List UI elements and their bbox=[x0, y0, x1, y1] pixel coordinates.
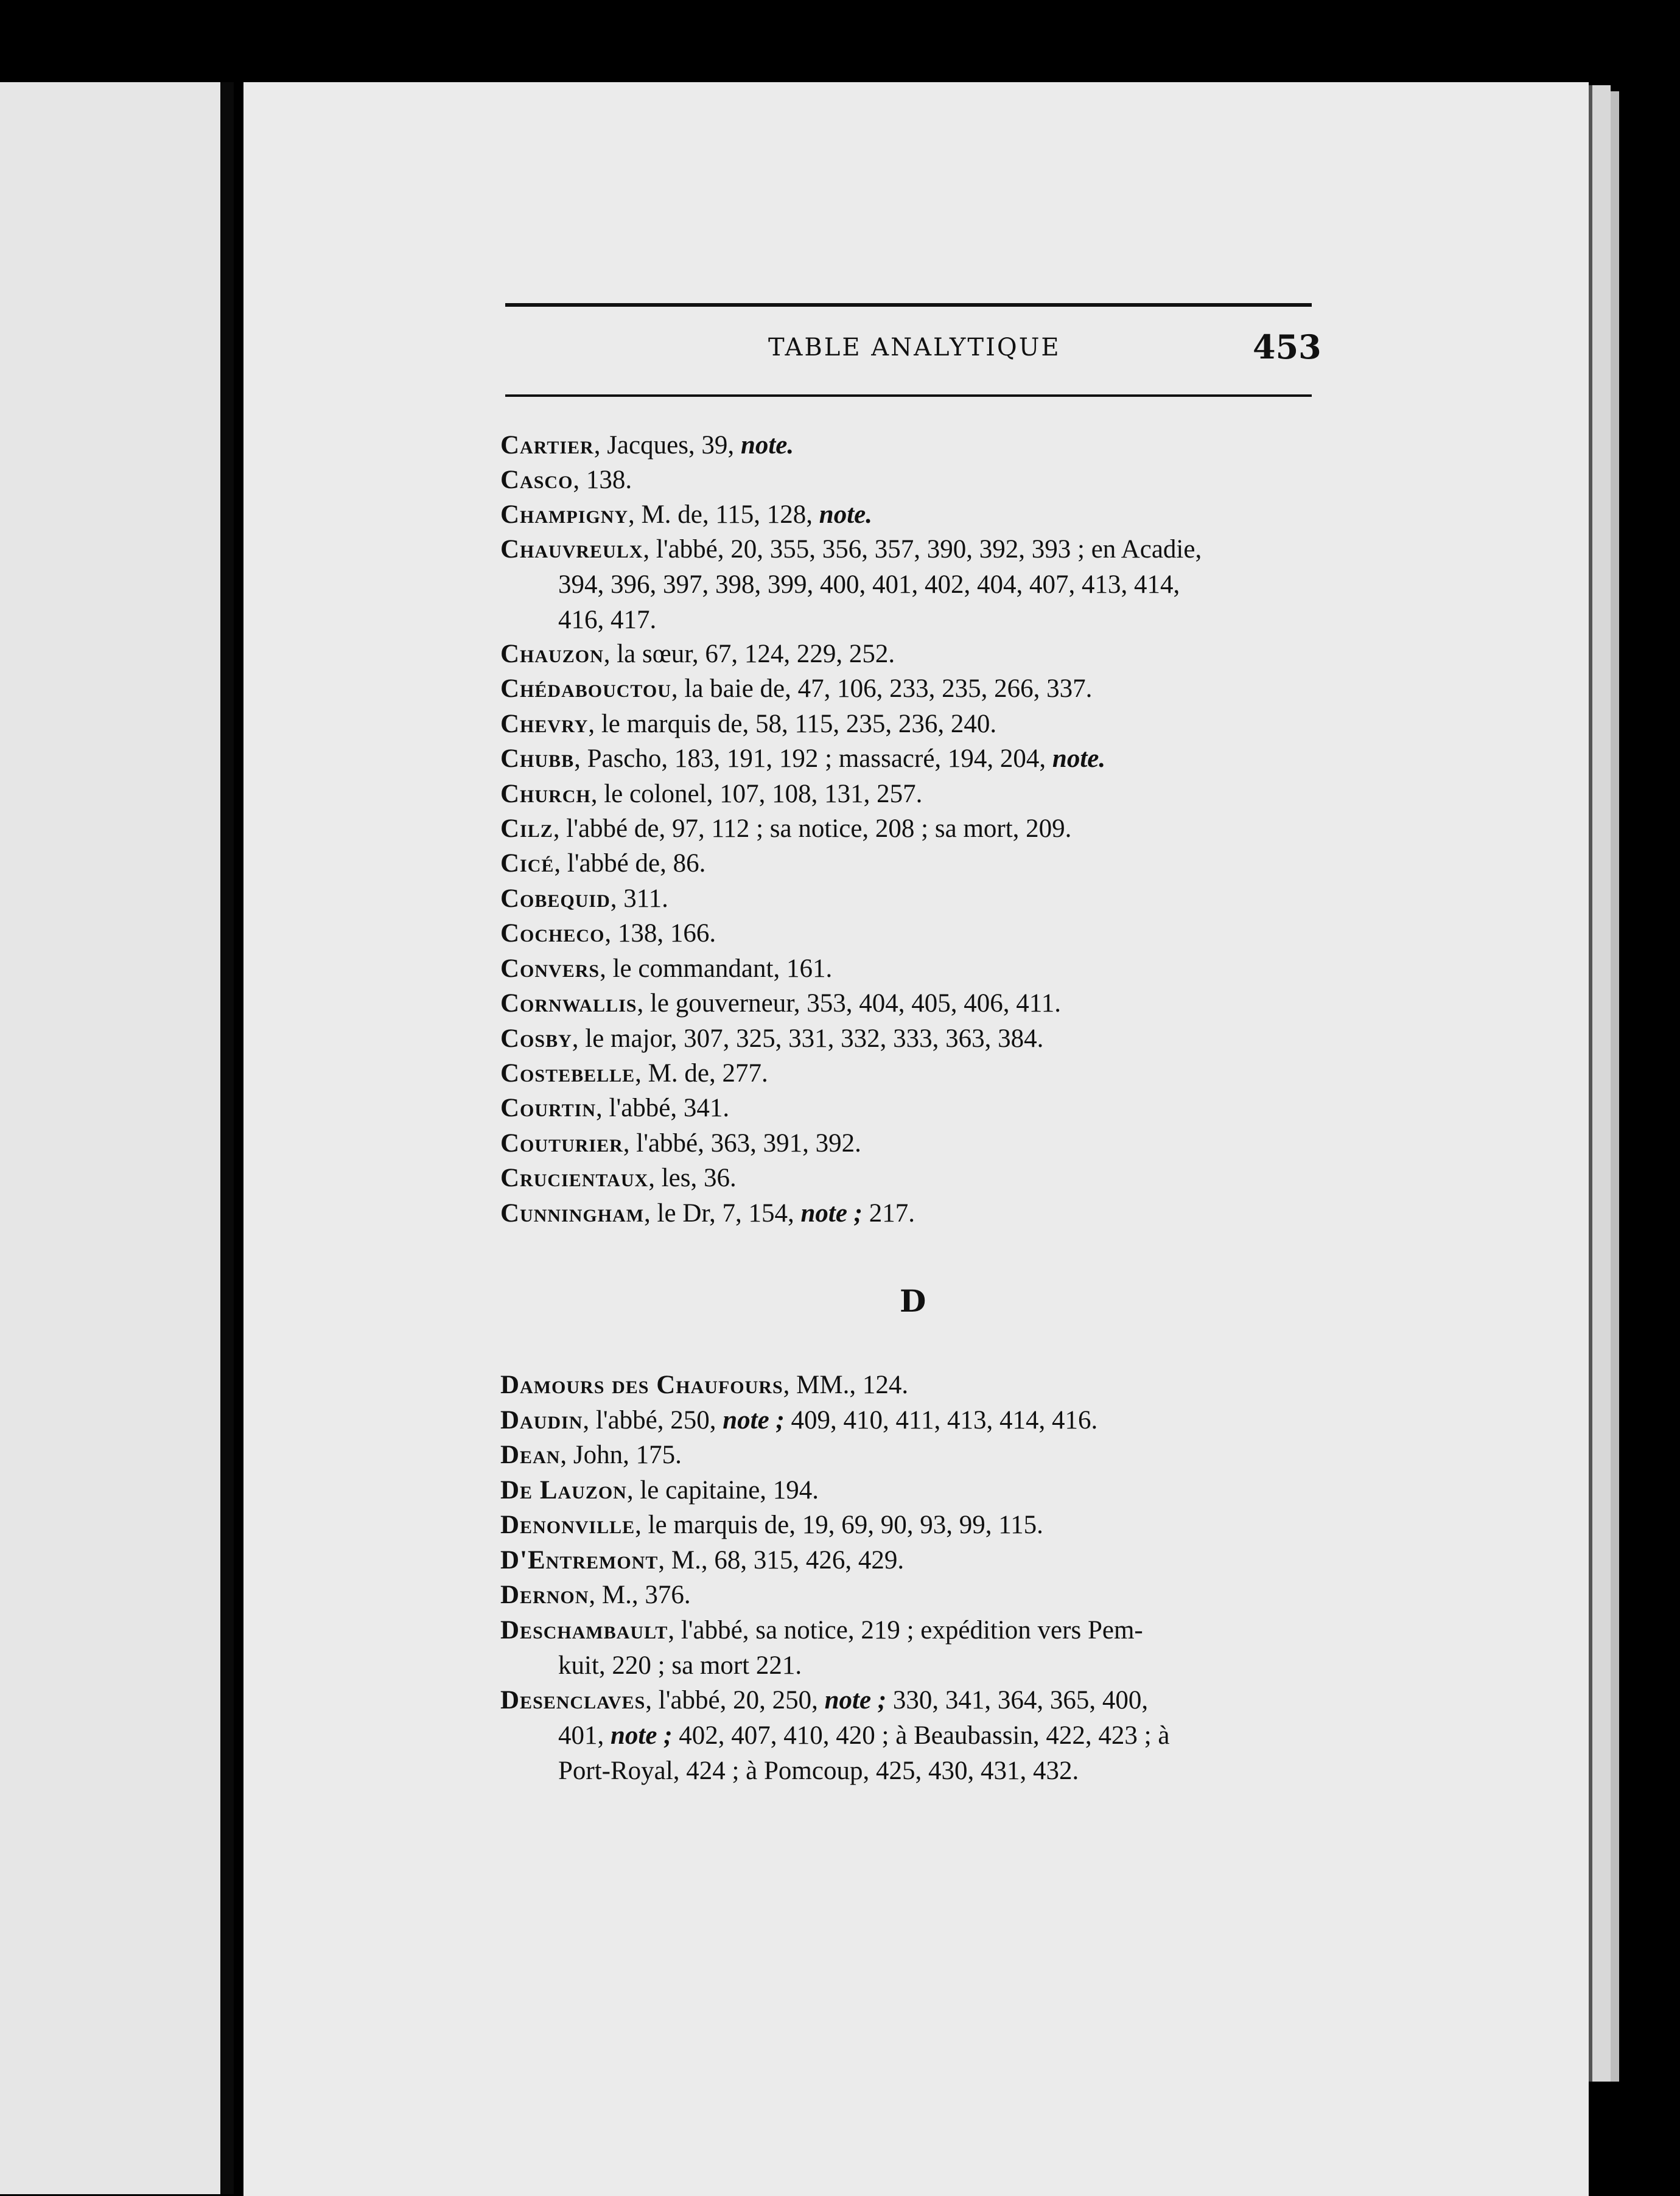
index-page bbox=[243, 82, 1589, 2196]
index-entry: Champigny, M. de, 115, 128, note. bbox=[500, 500, 872, 529]
index-entry: Cartier, Jacques, 39, note. bbox=[500, 431, 794, 460]
entry-continuation: 401, note ; 402, 407, 410, 420 ; à Beaubassin, 422, 423 ; à bbox=[558, 1721, 1170, 1750]
index-entry: Cicé, l'abbé de, 86. bbox=[500, 849, 706, 878]
entry-continuation: kuit, 220 ; sa mort 221. bbox=[558, 1651, 802, 1680]
index-entry: Couturier, l'abbé, 363, 391, 392. bbox=[500, 1129, 861, 1158]
index-entry: Chevry, le marquis de, 58, 115, 235, 236, 240. bbox=[500, 710, 997, 738]
index-entry: Chauvreulx, l'abbé, 20, 355, 356, 357, 390, 392, 393 ; en Acadie, 394, 396, 397, 398, 399, 400, 401, 402, 404, 407, 413, 414, 416, 417. bbox=[500, 532, 1202, 638]
page-number: 453 bbox=[1253, 327, 1321, 366]
index-entry: Daudin, l'abbé, 250, note ; 409, 410, 411, 413, 414, 416. bbox=[500, 1406, 1098, 1435]
index-entry: Church, le colonel, 107, 108, 131, 257. bbox=[500, 780, 923, 808]
index-entry: D'Entremont, M., 68, 315, 426, 429. bbox=[500, 1546, 905, 1575]
index-entry: Casco, 138. bbox=[500, 466, 632, 494]
index-entry: Cilz, l'abbé de, 97, 112 ; sa notice, 208 ; sa mort, 209. bbox=[500, 814, 1072, 843]
index-entry: Denonville, le marquis de, 19, 69, 90, 93, 99, 115. bbox=[500, 1511, 1043, 1539]
page-edge bbox=[1589, 85, 1611, 2082]
index-entry: Convers, le commandant, 161. bbox=[500, 954, 833, 983]
index-entry: Cunningham, le Dr, 7, 154, note ; 217. bbox=[500, 1199, 915, 1228]
index-entry: Deschambault, l'abbé, sa notice, 219 ; expédition vers Pem- kuit, 220 ; sa mort 221. bbox=[500, 1613, 1143, 1684]
section-heading: D bbox=[900, 1283, 926, 1319]
index-entry: Cosby, le major, 307, 325, 331, 332, 333, 363, 384. bbox=[500, 1024, 1044, 1053]
entry-continuation: 416, 417. bbox=[558, 606, 657, 634]
index-entry: Cornwallis, le gouverneur, 353, 404, 405, 406, 411. bbox=[500, 989, 1061, 1018]
index-entry: Desenclaves, l'abbé, 20, 250, note ; 330, 341, 364, 365, 400, 401, note ; 402, 407, 410, 420 ; à Beaubassin, 422, 423 ; à Port-Royal, 424 ; à Pomcoup, 425, 430, 431, 432. bbox=[500, 1683, 1169, 1789]
index-entry: Crucientaux, les, 36. bbox=[500, 1164, 737, 1192]
book-spine bbox=[220, 82, 234, 2194]
facing-page bbox=[0, 82, 225, 2194]
running-head: TABLE ANALYTIQUE bbox=[768, 334, 1061, 362]
header-rule-top bbox=[505, 303, 1312, 307]
index-entry: Chédabouctou, la baie de, 47, 106, 233, 235, 266, 337. bbox=[500, 674, 1093, 703]
index-entry: Chauzon, la sœur, 67, 124, 229, 252. bbox=[500, 640, 895, 668]
header-rule-bottom bbox=[505, 394, 1312, 397]
entry-continuation: Port-Royal, 424 ; à Pomcoup, 425, 430, 431, 432. bbox=[558, 1757, 1079, 1785]
index-entry: Cobequid, 311. bbox=[500, 884, 668, 913]
index-entry: Chubb, Pascho, 183, 191, 192 ; massacré, 194, 204, note. bbox=[500, 744, 1106, 773]
index-entry: Costebelle, M. de, 277. bbox=[500, 1059, 768, 1088]
page-edge-back bbox=[1611, 91, 1619, 2082]
index-entry: Dean, John, 175. bbox=[500, 1441, 682, 1469]
entry-continuation: 394, 396, 397, 398, 399, 400, 401, 402, 404, 407, 413, 414, bbox=[558, 570, 1180, 599]
index-entry: Courtin, l'abbé, 341. bbox=[500, 1094, 730, 1122]
index-entry: Damours des Chaufours, MM., 124. bbox=[500, 1371, 909, 1399]
index-entry: Cocheco, 138, 166. bbox=[500, 919, 716, 948]
index-entry: De Lauzon, le capitaine, 194. bbox=[500, 1476, 819, 1505]
index-entry: Dernon, M., 376. bbox=[500, 1581, 691, 1609]
